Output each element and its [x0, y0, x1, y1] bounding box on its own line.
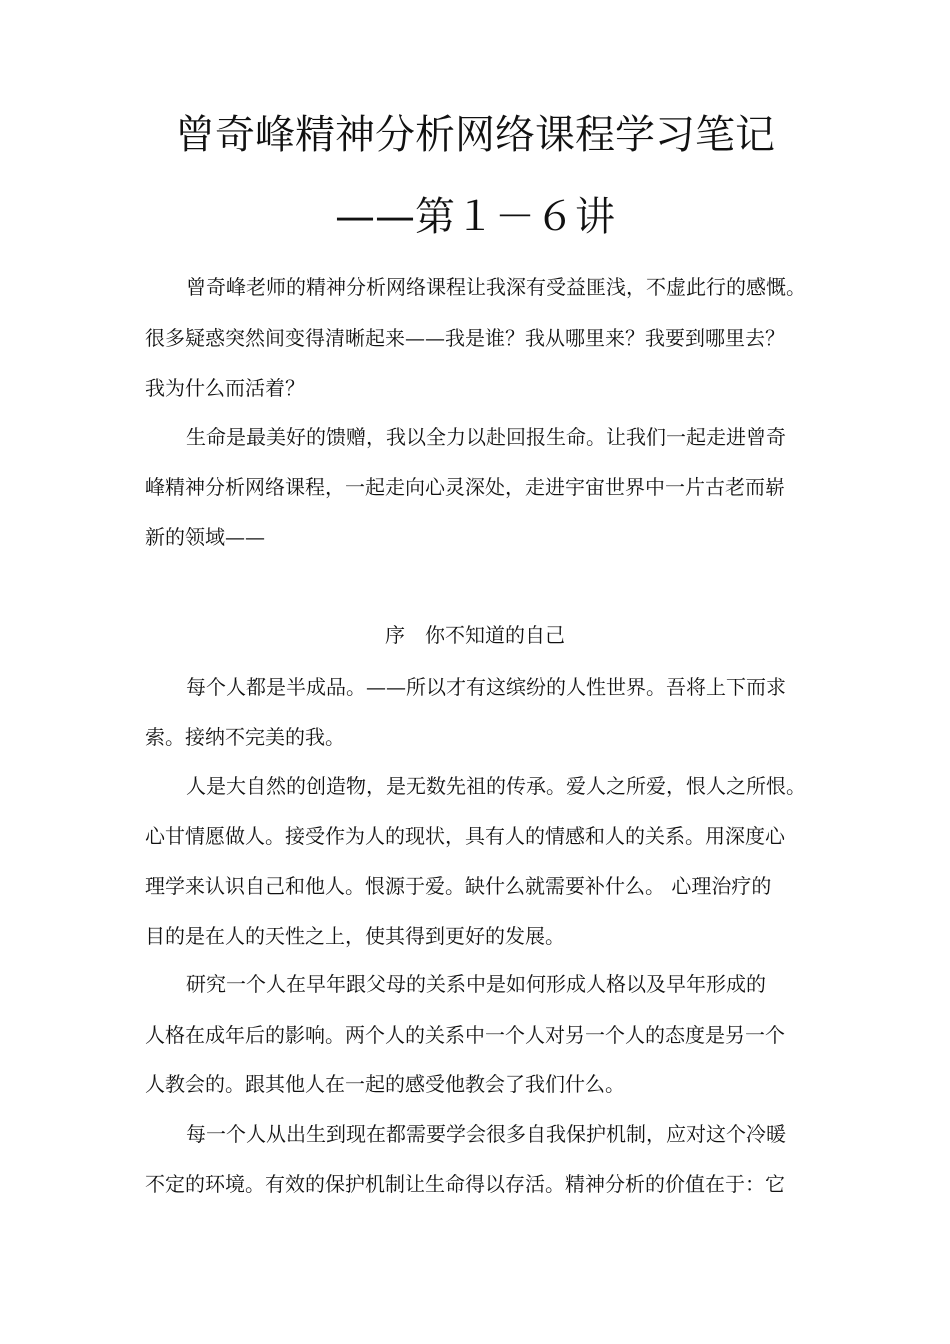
body-paragraph-4-line-2: 不定的环境。有效的保护机制让生命得以存活。精神分析的价值在于：它 — [145, 1172, 785, 1196]
intro-paragraph-2-line-1: 生命是最美好的馈赠，我以全力以赴回报生命。让我们一起走进曾奇 — [186, 425, 786, 449]
intro-paragraph-1-line-1: 曾奇峰老师的精神分析网络课程让我深有受益匪浅，不虚此行的感慨。 — [186, 275, 806, 299]
body-paragraph-3-line-1: 研究一个人在早年跟父母的关系中是如何形成人格以及早年形成的 — [186, 972, 766, 996]
body-paragraph-2-line-3: 理学来认识自己和他人。恨源于爱。缺什么就需要补什么。 心理治疗的 — [145, 874, 772, 898]
body-paragraph-4-line-1: 每一个人从出生到现在都需要学会很多自我保护机制，应对这个冷暖 — [186, 1122, 786, 1146]
body-paragraph-3-line-2: 人格在成年后的影响。两个人的关系中一个人对另一个人的态度是另一个 — [145, 1023, 785, 1047]
body-paragraph-3-line-3: 人教会的。跟其他人在一起的感受他教会了我们什么。 — [145, 1072, 625, 1096]
body-paragraph-1-line-1: 每个人都是半成品。——所以才有这缤纷的人性世界。吾将上下而求 — [186, 675, 786, 699]
body-paragraph-2-line-4: 目的是在人的天性之上，使其得到更好的发展。 — [145, 924, 565, 948]
body-paragraph-2-line-1: 人是大自然的创造物，是无数先祖的传承。爱人之所爱，恨人之所恨。 — [186, 774, 806, 798]
body-paragraph-2-line-2: 心甘情愿做人。接受作为人的现状，具有人的情感和人的关系。用深度心 — [145, 824, 785, 848]
intro-paragraph-1-line-3: 我为什么而活着？ — [145, 376, 305, 400]
body-paragraph-1-line-2: 索。接纳不完美的我。 — [145, 725, 345, 749]
intro-paragraph-1-line-2: 很多疑惑突然间变得清晰起来——我是谁？我从哪里来？我要到哪里去？ — [145, 326, 785, 350]
intro-paragraph-2-line-3: 新的领域—— — [145, 525, 265, 549]
document-subtitle: ——第１－６讲 — [335, 194, 615, 240]
document-title: 曾奇峰精神分析网络课程学习笔记 — [175, 112, 775, 158]
section-heading: 序 你不知道的自己 — [385, 623, 565, 647]
intro-paragraph-2-line-2: 峰精神分析网络课程，一起走向心灵深处，走进宇宙世界中一片古老而崭 — [145, 475, 785, 499]
